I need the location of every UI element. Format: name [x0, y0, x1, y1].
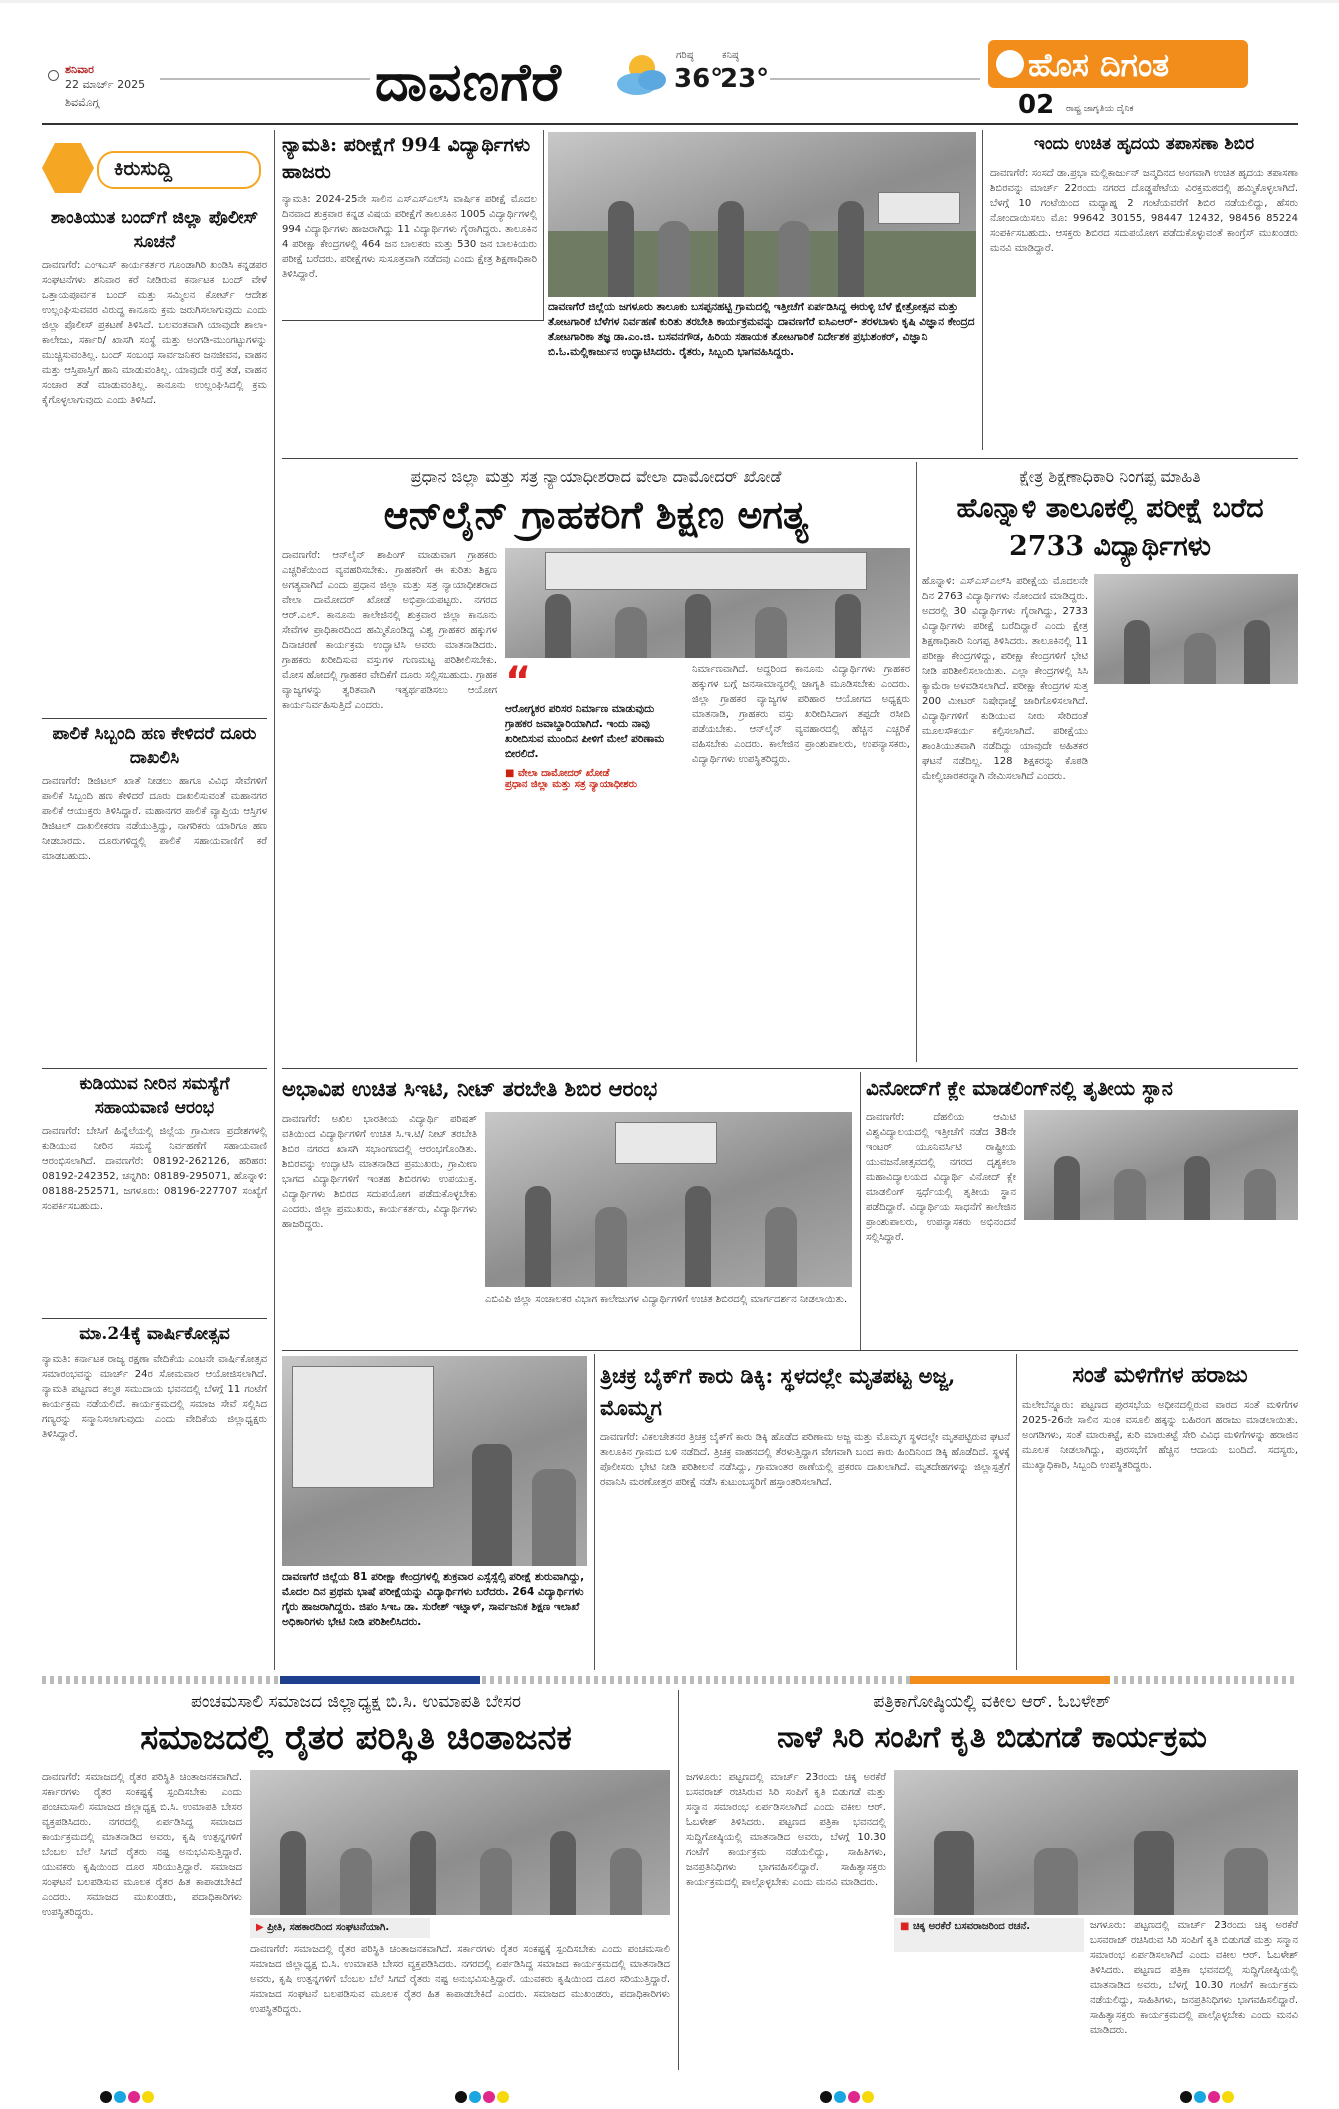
brand-name: ಹೊಸ ದಿಗಂತ — [1028, 46, 1170, 84]
quote-text: ಆರೋಗ್ಯಕರ ಪರಿಸರ ನಿರ್ಮಾಣ ಮಾಡುವುದು ಗ್ರಾಹಕರ ಜವಾಬ್ದಾರಿಯಾಗಿದೆ. ಇಂದು ನಾವು ಖರೀದಿಸುವ ಮುಂದಿನ ಪೀಳಿಗೆ ಮೇಲೆ ಪರಿಣಾಮ ಬೀರಲಿದೆ. — [505, 703, 665, 760]
photo-student — [532, 1469, 576, 1566]
photo-label-text: ಪ್ರೀತಿ, ಸಹಕಾರದಿಂದ ಸಂಘಟನೆಯಾಗಿ. — [267, 1922, 390, 1933]
left-body-1: ದಾವಣಗೆರೆ: ಎಂಇಎಸ್ ಕಾರ್ಯಕರ್ತರ ಗೂಂಡಾಗಿರಿ ಖಂಡಿಸಿ ಕನ್ನಡಪರ ಸಂಘಟನೆಗಳು ಶನಿವಾರ ಕರೆ ನೀಡಿರುವ ಕರ್ನಾಟಕ ಬಂದ್ ವೇಳೆ ಒತ್ತಾಯಪೂರ್ವಕ ಬಂದ್ ಮತ್ತು ಸಮ್ಮಿಲನ ಕೋರ್ಟ್ ಆದೇಶ ಉಲ್ಲಂಘಿಸುವವರ ವಿರುದ್ಧ ಕಾನೂನು ಕ್ರಮ ಜರುಗಿಸಲಾಗುವುದು ಎಂದು ಜಿಲ್ಲಾ ಪೊಲೀಸ್ ಪ್ರಕಟಣೆ ತಿಳಿಸಿದೆ. ಬಲವಂತವಾಗಿ ಯಾವುದೇ ಶಾಲಾ-ಕಾಲೇಜು, ಸರ್ಕಾರಿ/ ಖಾಸಗಿ ಸಂಸ್ಥೆ ಮತ್ತು ಅಂಗಡಿ-ಮುಂಗಟ್ಟುಗಳನ್ನು ಮುಚ್ಚಿಸುವಂತಿಲ್ಲ. ಬಂದ್ ಸಂಬಂಧ ಸಾರ್ವಜನಿಕರ ಜನಜೀವನ, ವಾಹನ ಮತ್ತು ಆಸ್ತಿಪಾಸ್ತಿಗೆ ಹಾನಿ ಮಾಡುವಂತಿಲ್ಲ. ಯಾವುದೇ ರಸ್ತೆ ತಡೆ, ವಾಹನ ಸಂಚಾರ ತಡೆ ಮಾಡುವಂತಿಲ್ಲ. ಕಾನೂನು ಉಲ್ಲಂಘಿಸಿದಲ್ಲಿ ಕ್ರಮ ಕೈಗೊಳ್ಳಲಾಗುವುದು ಎಂದು ತಿಳಿಸಿದೆ. — [42, 260, 267, 406]
field-visit-photo — [548, 132, 976, 297]
dot-icon — [1208, 2091, 1220, 2103]
section-color-accent — [280, 1676, 480, 1684]
dot-icon — [862, 2091, 874, 2103]
date-block — [65, 62, 165, 92]
accident-headline: ತ್ರಿಚಕ್ರ ಬೈಕ್‌ಗೆ ಕಾರು ಡಿಕ್ಕಿ: ಸ್ಥಳದಲ್ಲೇ ಮೃತಪಟ್ಟ ಅಜ್ಜ, ಮೊಮ್ಮಗ — [600, 1363, 956, 1420]
auction-body: ಮಲೇಬೆನ್ನೂರು: ಪಟ್ಟಣದ ಪುರಸಭೆಯ ಅಧೀನದಲ್ಲಿರುವ ವಾರದ ಸಂತೆ ಮಳಿಗೆಗಳ 2025-26ನೇ ಸಾಲಿನ ಸುಂಕ ವಸೂಲಿ ಹಕ್ಕನ್ನು ಬಹಿರಂಗ ಹರಾಜು ಮಾಡಲಾಯಿತು. ಅಂಗಡಿಗಳು, ಸಂತೆ ಮಾರುಕಟ್ಟೆ, ಕುರಿ ಮಾರುಕಟ್ಟೆ ಸೇರಿ ವಿವಿಧ ಮಳಿಗೆಗಳನ್ನು ಹರಾಜಿನ ಮೂಲಕ ನೀಡಲಾಗಿದ್ದು, ಪುರಸಭೆಗೆ ಹೆಚ್ಚಿನ ಆದಾಯ ಬಂದಿದೆ. ಸದಸ್ಯರು, ಮುಖ್ಯಾಧಿಕಾರಿ, ಸಿಬ್ಬಂದಿ ಉಪಸ್ಥಿತರಿದ್ದರು. — [1022, 1400, 1298, 1471]
exam-rule — [594, 1354, 595, 1670]
max-temp-label: ಗರಿಷ್ಠ — [676, 50, 694, 61]
lead-kicker: ಪ್ರಧಾನ ಜಿಲ್ಲಾ ಮತ್ತು ಸತ್ರ ನ್ಯಾಯಾಧೀಶರಾದ ವೇಲಾ ದಾಮೋದರ್ ಖೋಡೆ — [410, 467, 782, 486]
quote-mark-icon: “ — [505, 659, 532, 705]
bottomright-body-2: ಜಗಳೂರು: ಪಟ್ಟಣದಲ್ಲಿ ಮಾರ್ಚ್ 23ರಂದು ಚಿಕ್ಕ ಅರಕೆರೆ ಬಸವರಾಜ್ ರಚಿಸಿರುವ ಸಿರಿ ಸಂಪಿಗೆ ಕೃತಿ ಬಿಡುಗಡೆ ಮತ್ತು ಸನ್ಮಾನ ಸಮಾರಂಭ ಏರ್ಪಡಿಸಲಾಗಿದೆ ಎಂದು ವಕೀಲ ಆರ್. ಓಬಳೇಶ್ ತಿಳಿಸಿದರು. ಪಟ್ಟಣದ ಪತ್ರಿಕಾ ಭವನದಲ್ಲಿ ಸುದ್ದಿಗೋಷ್ಠಿಯಲ್ಲಿ ಮಾತನಾಡಿದ ಅವರು, ಬೆಳಗ್ಗೆ 10.30 ಗಂಟೆಗೆ ಕಾರ್ಯಕ್ರಮ ನಡೆಯಲಿದ್ದು, ಸಾಹಿತಿಗಳು, ಜನಪ್ರತಿನಿಧಿಗಳು ಭಾಗವಹಿಸಲಿದ್ದಾರೆ. ಸಾಹಿತ್ಯಾಸಕ್ತರು ಕಾರ್ಯಕ್ರಮದಲ್ಲಿ ಪಾಲ್ಗೊಳ್ಳಬೇಕು ಎಂದು ಮನವಿ ಮಾಡಿದರು. — [1090, 1920, 1298, 2036]
story2-rule — [982, 130, 983, 450]
bottomright-headline: ನಾಳೆ ಸಿರಿ ಸಂಪಿಗೆ ಕೃತಿ ಬಿಡುಗಡೆ ಕಾರ್ಯಕ್ರಮ — [777, 1720, 1207, 1755]
dot-icon — [1180, 2091, 1192, 2103]
section-color-accent — [910, 1676, 1110, 1684]
photo-person — [1114, 1169, 1146, 1220]
story1-headline: ನ್ಯಾಮತಿ: ಪರೀಕ್ಷೆಗೆ 994 ವಿದ್ಯಾರ್ಥಿಗಳು ಹಾಜರು — [282, 134, 531, 183]
midleft-body: ದಾವಣಗೆರೆ: ಅಖಿಲ ಭಾರತೀಯ ವಿದ್ಯಾರ್ಥಿ ಪರಿಷತ್ ವತಿಯಿಂದ ವಿದ್ಯಾರ್ಥಿಗಳಿಗೆ ಉಚಿತ ಸಿ.ಇ.ಟಿ/ ನೀಟ್ ತರಬೇತಿ ಶಿಬಿರ ನಗರದ ಖಾಸಗಿ ಸಭಾಂಗಣದಲ್ಲಿ ಆರಂಭಗೊಂಡಿತು. ಶಿಬಿರವನ್ನು ಉದ್ಘಾಟಿಸಿ ಮಾತನಾಡಿದ ಪ್ರಮುಖರು, ಗ್ರಾಮೀಣ ಭಾಗದ ವಿದ್ಯಾರ್ಥಿಗಳಿಗೆ ಇಂತಹ ಶಿಬಿರಗಳು ಉಪಯುಕ್ತ. ವಿದ್ಯಾರ್ಥಿಗಳು ಶಿಬಿರದ ಸದುಪಯೋಗ ಪಡೆದುಕೊಳ್ಳಬೇಕು ಎಂದರು. ಜಿಲ್ಲಾ ಪ್ರಮುಖರು, ಕಾರ್ಯಕರ್ತರು, ವಿದ್ಯಾರ್ಥಿಗಳು ಹಾಜರಿದ್ದರು. — [282, 1114, 477, 1230]
photo-student — [1124, 620, 1150, 684]
section-divider-1 — [282, 320, 544, 321]
exam-caption: ದಾವಣಗೆರೆ ಜಿಲ್ಲೆಯ 81 ಪರೀಕ್ಷಾ ಕೇಂದ್ರಗಳಲ್ಲಿ ಶುಕ್ರವಾರ ಎಸ್ಸೆಸ್ಸೆಲ್ಸಿ ಪರೀಕ್ಷೆ ಶುರುವಾಗಿದ್ದು, ಮೊದಲ ದಿನ ಪ್ರಥಮ ಭಾಷೆ ಪರೀಕ್ಷೆಯನ್ನು ವಿದ್ಯಾರ್ಥಿಗಳು ಬರೆದರು. 264 ವಿದ್ಯಾರ್ಥಿಗಳು ಗೈರು ಹಾಜರಾಗಿದ್ದರು. ಜಿಪಂ ಸಿಇಒ ಡಾ. ಸುರೇಶ್ ಇಟ್ನಾಳ್, ಸಾರ್ವಜನಿಕ ಶಿಕ್ಷಣ ಇಲಾಖೆ ಅಧಿಕಾರಿಗಳು ಭೇಟಿ ನೀಡಿ ಪರಿಶೀಲಿಸಿದರು. — [282, 1571, 585, 1628]
photo-person — [835, 594, 861, 658]
weather-widget — [612, 48, 770, 108]
print-color-dots — [455, 2088, 511, 2107]
left-headline-2: ಪಾಲಿಕೆ ಸಿಬ್ಬಂದಿ ಹಣ ಕೇಳಿದರೆ ದೂರು ದಾಖಲಿಸಿ — [52, 724, 257, 768]
photo-person — [615, 607, 647, 658]
quote-role: ಪ್ರಧಾನ ಜಿಲ್ಲಾ ಮತ್ತು ಸತ್ರ ನ್ಯಾಯಾಧೀಶರು — [505, 779, 638, 790]
kirusuddi-label: ಕಿರುಸುದ್ದಿ — [114, 156, 173, 180]
photo-backdrop — [545, 552, 867, 590]
bottomleft-body-2: ದಾವಣಗೆರೆ: ಸಮಾಜದಲ್ಲಿ ರೈತರ ಪರಿಸ್ಥಿತಿ ಚಿಂತಾಜನಕವಾಗಿದೆ. ಸರ್ಕಾರಗಳು ರೈತರ ಸಂಕಷ್ಟಕ್ಕೆ ಸ್ಪಂದಿಸಬೇಕು ಎಂದು ಪಂಚಮಸಾಲಿ ಸಮಾಜದ ಜಿಲ್ಲಾಧ್ಯಕ್ಷ ಬಿ.ಸಿ. ಉಮಾಪತಿ ಬೇಸರ ವ್ಯಕ್ತಪಡಿಸಿದರು. ನಗರದಲ್ಲಿ ಏರ್ಪಡಿಸಿದ್ದ ಸಮಾಜದ ಕಾರ್ಯಕ್ರಮದಲ್ಲಿ ಮಾತನಾಡಿದ ಅವರು, ಕೃಷಿ ಉತ್ಪನ್ನಗಳಿಗೆ ಬೆಂಬಲ ಬೆಲೆ ಸಿಗದೆ ರೈತರು ನಷ್ಟ ಅನುಭವಿಸುತ್ತಿದ್ದಾರೆ. ಯುವಕರು ಕೃಷಿಯಿಂದ ದೂರ ಸರಿಯುತ್ತಿದ್ದಾರೆ. ಸಮಾಜದ ಸಂಘಟನೆ ಬಲಪಡಿಸುವ ಮೂಲಕ ರೈತರ ಹಿತ ಕಾಪಾಡಬೇಕಿದೆ ಎಂದರು. ಸಮಾಜದ ಮುಖಂಡರು, ಪದಾಧಿಕಾರಿಗಳು ಉಪಸ್ಥಿತರಿದ್ದರು. — [250, 1944, 670, 2015]
left-body-3: ದಾವಣಗೆರೆ: ಬೇಸಿಗೆ ಹಿನ್ನೆಲೆಯಲ್ಲಿ ಜಿಲ್ಲೆಯ ಗ್ರಾಮೀಣ ಪ್ರದೇಶಗಳಲ್ಲಿ ಕುಡಿಯುವ ನೀರಿನ ಸಮಸ್ಯೆ ನಿರ್ವಹಣೆಗೆ ಸಹಾಯವಾಣಿ ಆರಂಭಿಸಲಾಗಿದೆ. ದಾವಣಗೆರೆ: 08192-262126, ಹರಿಹರ: 08192-242352, ಚನ್ನಗಿರಿ: 08189-295071, ಹೊನ್ನಾಳಿ: 08188-252571, ಜಗಳೂರು: 08196-227707 ಸಂಖ್ಯೆಗೆ ಸಂಪರ್ಕಿಸಬಹುದು. — [42, 1126, 267, 1212]
story1-rule — [543, 130, 544, 320]
weekday: ಶನಿವಾರ — [65, 63, 94, 76]
lead-event-photo — [505, 548, 910, 658]
page-number: 02 — [1018, 90, 1055, 120]
accident-body: ದಾವಣಗೆರೆ: ವಿಕಲಚೇತನರ ತ್ರಿಚಕ್ರ ಬೈಕ್‌ಗೆ ಕಾರು ಡಿಕ್ಕಿ ಹೊಡೆದ ಪರಿಣಾಮ ಅಜ್ಜ ಮತ್ತು ಮೊಮ್ಮಗ ಸ್ಥಳದಲ್ಲೇ ಮೃತಪಟ್ಟಿರುವ ಘಟನೆ ತಾಲೂಕಿನ ಗ್ರಾಮದ ಬಳಿ ನಡೆದಿದೆ. ತ್ರಿಚಕ್ರ ವಾಹನದಲ್ಲಿ ತೆರಳುತ್ತಿದ್ದಾಗ ವೇಗವಾಗಿ ಬಂದ ಕಾರು ಹಿಂದಿನಿಂದ ಡಿಕ್ಕಿ ಹೊಡೆದಿದೆ. ಸ್ಥಳಕ್ಕೆ ಪೊಲೀಸರು ಭೇಟಿ ನೀಡಿ ಪರಿಶೀಲನೆ ನಡೆಸಿದ್ದು, ಗ್ರಾಮಾಂತರ ಠಾಣೆಯಲ್ಲಿ ಪ್ರಕರಣ ದಾಖಲಾಗಿದೆ. ಮೃತದೇಹಗಳನ್ನು ಜಿಲ್ಲಾಸ್ಪತ್ರೆಗೆ ರವಾನಿಸಿ ಮರಣೋತ್ತರ ಪರೀಕ್ಷೆ ನಡೆಸಿ ಕುಟುಂಬಸ್ಥರಿಗೆ ಹಸ್ತಾಂತರಿಸಲಾಗಿದೆ. — [600, 1432, 1010, 1488]
dot-icon — [114, 2091, 126, 2103]
min-temp: 23° — [720, 64, 770, 94]
photo-person — [525, 1186, 551, 1288]
right-body: ಹೊನ್ನಾಳಿ: ಎಸ್‌ಎಸ್‌ಎಲ್‌ಸಿ ಪರೀಕ್ಷೆಯ ಮೊದಲನೇ ದಿನ 2763 ವಿದ್ಯಾರ್ಥಿಗಳು ನೋಂದಣಿ ಮಾಡಿದ್ದರು. ಅದರಲ್ಲಿ 30 ವಿದ್ಯಾರ್ಥಿಗಳು ಗೈರಾಗಿದ್ದು, 2733 ವಿದ್ಯಾರ್ಥಿಗಳು ಪರೀಕ್ಷೆ ಬರೆದಿದ್ದಾರೆ ಎಂದು ಕ್ಷೇತ್ರ ಶಿಕ್ಷಣಾಧಿಕಾರಿ ನಿಂಗಪ್ಪ ತಿಳಿಸಿದರು. ತಾಲೂಕಿನಲ್ಲಿ 11 ಪರೀಕ್ಷಾ ಕೇಂದ್ರಗಳಿದ್ದು, ಪರೀಕ್ಷಾ ಕೇಂದ್ರಗಳಿಗೆ ಭೇಟಿ ನೀಡಿ ಪರಿಶೀಲಿಸಲಾಯಿತು. ಎಲ್ಲಾ ಕೇಂದ್ರಗಳಲ್ಲಿ ಸಿಸಿ ಕ್ಯಾಮೆರಾ ಅಳವಡಿಸಲಾಗಿದೆ. ಪರೀಕ್ಷಾ ಕೇಂದ್ರಗಳ ಸುತ್ತ 200 ಮೀಟರ್ ನಿಷೇಧಾಜ್ಞೆ ಜಾರಿಗೊಳಿಸಲಾಗಿದೆ. ವಿದ್ಯಾರ್ಥಿಗಳಿಗೆ ಕುಡಿಯುವ ನೀರು ಸೇರಿದಂತೆ ಮೂಲಸೌಕರ್ಯ ಕಲ್ಪಿಸಲಾಗಿದೆ. ಪರೀಕ್ಷೆಯು ಶಾಂತಿಯುತವಾಗಿ ನಡೆದಿದ್ದು ಯಾವುದೇ ಅಹಿತಕರ ಘಟನೆ ನಡೆದಿಲ್ಲ. 128 ಶಿಕ್ಷಕರನ್ನು ಕೊಠಡಿ ಮೇಲ್ವಿಚಾರಕರನ್ನಾಗಿ ನೇಮಿಸಲಾಗಿದೆ ಎಂದರು. — [922, 576, 1088, 782]
bottomright-kicker: ಪತ್ರಿಕಾಗೋಷ್ಠಿಯಲ್ಲಿ ವಕೀಲ ಆರ್. ಓಬಳೇಶ್ — [873, 1692, 1111, 1712]
left-column-rule — [274, 130, 275, 1670]
brand-block — [988, 40, 1248, 122]
dot-icon — [469, 2091, 481, 2103]
photo-person — [608, 201, 634, 297]
masthead-rule — [160, 78, 370, 80]
photo-person — [595, 1207, 627, 1288]
photo-person — [1134, 1831, 1174, 1915]
story3-body: ದಾವಣಗೆರೆ: ಸಂಸದೆ ಡಾ.ಪ್ರಭಾ ಮಲ್ಲಿಕಾರ್ಜುನ್ ಜನ್ಮದಿನದ ಅಂಗವಾಗಿ ಉಚಿತ ಹೃದಯ ತಪಾಸಣಾ ಶಿಬಿರವನ್ನು ಮಾರ್ಚ್ 22ರಂದು ನಗರದ ದೊಡ್ಡಪೇಟೆಯ ವಿರಕ್ತಮಠದಲ್ಲಿ ಹಮ್ಮಿಕೊಳ್ಳಲಾಗಿದೆ. ಬೆಳಗ್ಗೆ 10 ಗಂಟೆಯಿಂದ ಮಧ್ಯಾಹ್ನ 2 ಗಂಟೆಯವರೆಗೆ ಶಿಬಿರ ನಡೆಯಲಿದ್ದು, ಹೆಸರು ನೋಂದಾಯಿಸಲು ಮೊ: 99642 30155, 98447 12432, 98456 85224 ಸಂಪರ್ಕಿಸಬಹುದು. ಆಸಕ್ತರು ಶಿಬಿರದ ಸದುಪಯೋಗ ಪಡೆದುಕೊಳ್ಳುವಂತೆ ಕಾಂಗ್ರೆಸ್ ಮುಖಂಡರು ಮನವಿ ಮಾಡಿದ್ದಾರೆ. — [990, 168, 1298, 254]
photo-person — [410, 1831, 436, 1915]
lead-body-1: ದಾವಣಗೆರೆ: ಆನ್‌ಲೈನ್ ಶಾಪಿಂಗ್ ಮಾಡುವಾಗ ಗ್ರಾಹಕರು ಎಚ್ಚರಿಕೆಯಿಂದ ವ್ಯವಹರಿಸಬೇಕು. ಗ್ರಾಹಕರಿಗೆ ಈ ಕುರಿತು ಶಿಕ್ಷಣ ಅಗತ್ಯವಾಗಿದೆ ಎಂದು ಪ್ರಧಾನ ಜಿಲ್ಲಾ ಮತ್ತು ಸತ್ರ ನ್ಯಾಯಾಧೀಶರಾದ ವೇಲಾ ದಾಮೋದರ್ ಖೋಡೆ ಅಭಿಪ್ರಾಯಪಟ್ಟರು. ನಗರದ ಆರ್.ಎಲ್. ಕಾನೂನು ಕಾಲೇಜಿನಲ್ಲಿ ಶುಕ್ರವಾರ ಜಿಲ್ಲಾ ಕಾನೂನು ಸೇವೆಗಳ ಪ್ರಾಧಿಕಾರದಿಂದ ಹಮ್ಮಿಕೊಂಡಿದ್ದ ವಿಶ್ವ ಗ್ರಾಹಕರ ಹಕ್ಕುಗಳ ದಿನಾಚರಣೆ ಕಾರ್ಯಕ್ರಮ ಉದ್ಘಾಟಿಸಿ ಅವರು ಮಾತನಾಡಿದರು. ಗ್ರಾಹಕರು ಖರೀದಿಸುವ ವಸ್ತುಗಳ ಗುಣಮಟ್ಟ ಪರಿಶೀಲಿಸಬೇಕು. ಮೋಸ ಹೋದಲ್ಲಿ ಗ್ರಾಹಕರ ವೇದಿಕೆಗೆ ದೂರು ಸಲ್ಲಿಸಬಹುದು. ಗ್ರಾಹಕ ವ್ಯಾಜ್ಯಗಳನ್ನು ತ್ವರಿತವಾಗಿ ಇತ್ಯರ್ಥಪಡಿಸಲು ಆಯೋಗ ಕಾರ್ಯನಿರ್ವಹಿಸುತ್ತಿದೆ ಎಂದರು. — [282, 550, 497, 711]
midleft-caption: ಎಬಿವಿಪಿ ಜಿಲ್ಲಾ ಸಂಚಾಲಕರ ವಿಭಾಗ ಕಾಲೇಜುಗಳ ವಿದ್ಯಾರ್ಥಿಗಳಿಗೆ ಉಚಿತ ಶಿಬಿರದಲ್ಲಿ ಮಾರ್ಗದರ್ಶನ ನೀಡಲಾಯಿತು. — [485, 1294, 848, 1305]
photo-person — [685, 1186, 711, 1288]
bottomleft-body: ದಾವಣಗೆರೆ: ಸಮಾಜದಲ್ಲಿ ರೈತರ ಪರಿಸ್ಥಿತಿ ಚಿಂತಾಜನಕವಾಗಿದೆ. ಸರ್ಕಾರಗಳು ರೈತರ ಸಂಕಷ್ಟಕ್ಕೆ ಸ್ಪಂದಿಸಬೇಕು ಎಂದು ಪಂಚಮಸಾಲಿ ಸಮಾಜದ ಜಿಲ್ಲಾಧ್ಯಕ್ಷ ಬಿ.ಸಿ. ಉಮಾಪತಿ ಬೇಸರ ವ್ಯಕ್ತಪಡಿಸಿದರು. ನಗರದಲ್ಲಿ ಏರ್ಪಡಿಸಿದ್ದ ಸಮಾಜದ ಕಾರ್ಯಕ್ರಮದಲ್ಲಿ ಮಾತನಾಡಿದ ಅವರು, ಕೃಷಿ ಉತ್ಪನ್ನಗಳಿಗೆ ಬೆಂಬಲ ಬೆಲೆ ಸಿಗದೆ ರೈತರು ನಷ್ಟ ಅನುಭವಿಸುತ್ತಿದ್ದಾರೆ. ಯುವಕರು ಕೃಷಿಯಿಂದ ದೂರ ಸರಿಯುತ್ತಿದ್ದಾರೆ. ಸಮಾಜದ ಸಂಘಟನೆ ಬಲಪಡಿಸುವ ಮೂಲಕ ರೈತರ ಹಿತ ಕಾಪಾಡಬೇಕಿದೆ ಎಂದರು. ಸಮಾಜದ ಮುಖಂಡರು, ಪದಾಧಿಕಾರಿಗಳು ಉಪಸ್ಥಿತರಿದ್ದರು. — [42, 1772, 242, 1918]
photo-notice-board — [292, 1366, 434, 1488]
right-kicker: ಕ್ಷೇತ್ರ ಶಿಕ್ಷಣಾಧಿಕಾರಿ ನಿಂಗಪ್ಪ ಮಾಹಿತಿ — [1019, 467, 1201, 486]
dot-icon — [483, 2091, 495, 2103]
print-color-dots — [100, 2088, 156, 2107]
photo-person — [545, 594, 571, 658]
story3-headline: ಇಂದು ಉಚಿತ ಹೃದಯ ತಪಾಸಣಾ ಶಿಬಿರ — [1033, 134, 1255, 154]
registration-mark-icon — [48, 70, 59, 81]
bottom-center-rule — [678, 1690, 679, 2070]
photo-person — [550, 1831, 576, 1915]
bottomright-body: ಜಗಳೂರು: ಪಟ್ಟಣದಲ್ಲಿ ಮಾರ್ಚ್ 23ರಂದು ಚಿಕ್ಕ ಅರಕೆರೆ ಬಸವರಾಜ್ ರಚಿಸಿರುವ ಸಿರಿ ಸಂಪಿಗೆ ಕೃತಿ ಬಿಡುಗಡೆ ಮತ್ತು ಸನ್ಮಾನ ಸಮಾರಂಭ ಏರ್ಪಡಿಸಲಾಗಿದೆ ಎಂದು ವಕೀಲ ಆರ್. ಓಬಳೇಶ್ ತಿಳಿಸಿದರು. ಪಟ್ಟಣದ ಪತ್ರಿಕಾ ಭವನದಲ್ಲಿ ಸುದ್ದಿಗೋಷ್ಠಿಯಲ್ಲಿ ಮಾತನಾಡಿದ ಅವರು, ಬೆಳಗ್ಗೆ 10.30 ಗಂಟೆಗೆ ಕಾರ್ಯಕ್ರಮ ನಡೆಯಲಿದ್ದು, ಸಾಹಿತಿಗಳು, ಜನಪ್ರತಿನಿಧಿಗಳು ಭಾಗವಹಿಸಲಿದ್ದಾರೆ. ಸಾಹಿತ್ಯಾಸಕ್ತರು ಕಾರ್ಯಕ್ರಮದಲ್ಲಿ ಪಾಲ್ಗೊಳ್ಳಬೇಕು ಎಂದು ಮನವಿ ಮಾಡಿದರು. — [686, 1772, 886, 1888]
exam-hall-photo — [1094, 574, 1298, 684]
accident-rule — [1016, 1354, 1017, 1670]
photo-person — [610, 1848, 642, 1915]
left-body-4: ನ್ಯಾಮತಿ: ಕರ್ನಾಟಕ ರಾಜ್ಯ ರಕ್ಷಣಾ ವೇದಿಕೆಯ ಎಂಟನೇ ವಾರ್ಷಿಕೋತ್ಸವ ಸಮಾರಂಭವನ್ನು ಮಾರ್ಚ್ 24ರ ಸೋಮವಾರ ಆಯೋಜಿಸಲಾಗಿದೆ. ನ್ಯಾಮತಿ ಪಟ್ಟಣದ ಕಲ್ಮಠ ಸಮುದಾಯ ಭವನದಲ್ಲಿ ಬೆಳಗ್ಗೆ 11 ಗಂಟೆಗೆ ಕಾರ್ಯಕ್ರಮ ನಡೆಯಲಿದೆ. ಕಾರ್ಯಕ್ರಮದಲ್ಲಿ ಸಮಾಜ ಸೇವೆ ಸಲ್ಲಿಸಿದ ಗಣ್ಯರನ್ನು ಸನ್ಮಾನಿಸಲಾಗುವುದು ಎಂದು ವೇದಿಕೆಯ ಜಿಲ್ಲಾಧ್ಯಕ್ಷರು ತಿಳಿಸಿದ್ದಾರೆ. — [42, 1354, 267, 1440]
right-headline: ಹೊನ್ನಾಳಿ ತಾಲೂಕಲ್ಲಿ ಪರೀಕ್ಷೆ ಬರೆದ 2733 ವಿದ್ಯಾರ್ಥಿಗಳು — [956, 493, 1264, 562]
dot-icon — [820, 2091, 832, 2103]
photo-person — [765, 1207, 797, 1288]
brand-tagline: ರಾಷ್ಟ್ರ ಜಾಗೃತಿಯ ದೈನಿಕ — [1066, 104, 1134, 114]
photo-banner — [878, 192, 960, 224]
bottomleft-headline: ಸಮಾಜದಲ್ಲಿ ರೈತರ ಪರಿಸ್ಥಿತಿ ಚಿಂತಾಜನಕ — [140, 1718, 572, 1758]
dot-icon — [848, 2091, 860, 2103]
dot-icon — [834, 2091, 846, 2103]
book-release-photo — [894, 1770, 1298, 1915]
city-title: ದಾವಣಗೆರೆ — [375, 52, 563, 113]
dot-icon — [497, 2091, 509, 2103]
quote-by: ವೇಲಾ ದಾಮೋದರ್ ಖೋಡೆ — [517, 768, 610, 779]
dot-icon — [1222, 2091, 1234, 2103]
masthead-rule-right — [770, 78, 980, 80]
photo-person — [778, 221, 810, 297]
midleft-rule — [860, 1072, 861, 1350]
masthead-divider — [42, 123, 1298, 125]
label-marker-icon: ▶ — [256, 1922, 268, 1933]
hand-icon — [42, 143, 94, 193]
date: 22 ಮಾರ್ಚ್ 2025 — [65, 78, 146, 91]
dot-icon — [455, 2091, 467, 2103]
photo-person — [1184, 1156, 1210, 1220]
quote-box: “ ಆರೋಗ್ಯಕರ ಪರಿಸರ ನಿರ್ಮಾಣ ಮಾಡುವುದು ಗ್ರಾಹಕರ ಜವಾಬ್ದಾರಿಯಾಗಿದೆ. ಇಂದು ನಾವು ಖರೀದಿಸುವ ಮುಂದಿನ ಪೀಳಿಗೆ ಮೇಲೆ ಪರಿಣಾಮ ಬೀರಲಿದೆ. ■ ವೇಲಾ ದಾಮೋದರ್ ಖೋಡೆ ಪ್ರಧಾನ ಜಿಲ್ಲಾ ಮತ್ತು ಸತ್ರ ನ್ಯಾಯಾಧೀಶರು — [505, 662, 685, 912]
left-divider-1 — [42, 718, 267, 719]
photo-student — [1184, 633, 1216, 684]
midright-body: ದಾವಣಗೆರೆ: ದೆಹಲಿಯ ಆಮಿಟಿ ವಿಶ್ವವಿದ್ಯಾಲಯದಲ್ಲಿ ಇತ್ತೀಚೆಗೆ ನಡೆದ 38ನೇ ಇಂಟರ್ ಯೂನಿವರ್ಸಿಟಿ ರಾಷ್ಟ್ರೀಯ ಯುವಜನೋತ್ಸವದಲ್ಲಿ ನಗರದ ದೃಶ್ಯಕಲಾ ಮಹಾವಿದ್ಯಾಲಯದ ವಿದ್ಯಾರ್ಥಿ ವಿನೋದ್ ಕ್ಲೇ ಮಾಡಲಿಂಗ್ ಸ್ಪರ್ಧೆಯಲ್ಲಿ ತೃತೀಯ ಸ್ಥಾನ ಪಡೆದಿದ್ದಾರೆ. ವಿದ್ಯಾರ್ಥಿಯ ಸಾಧನೆಗೆ ಕಾಲೇಜಿನ ಪ್ರಾಂಶುಪಾಲರು, ಉಪನ್ಯಾಸಕರು ಅಭಿನಂದನೆ ಸಲ್ಲಿಸಿದ್ದಾರೆ. — [866, 1112, 1016, 1243]
photo-person — [1054, 1156, 1080, 1220]
left-body-2: ದಾವಣಗೆರೆ: ಡಿಜಿಟಲ್ ಖಾತೆ ನೀಡಲು ಹಾಗೂ ವಿವಿಧ ಸೇವೆಗಳಿಗೆ ಪಾಲಿಕೆ ಸಿಬ್ಬಂದಿ ಹಣ ಕೇಳಿದರೆ ದೂರು ದಾಖಲಿಸುವಂತೆ ಮಹಾನಗರ ಪಾಲಿಕೆ ಆಯುಕ್ತರು ತಿಳಿಸಿದ್ದಾರೆ. ಮಹಾನಗರ ಪಾಲಿಕೆ ವ್ಯಾಪ್ತಿಯ ಆಸ್ತಿಗಳ ಡಿಜಿಟಲ್ ದಾಖಲೀಕರಣ ನಡೆಯುತ್ತಿದ್ದು, ನಾಗರಿಕರು ಯಾರಿಗೂ ಹಣ ನೀಡಬಾರದು. ದೂರುಗಳಿದ್ದಲ್ಲಿ ಪಾಲಿಕೆ ಸಹಾಯವಾಣಿಗೆ ಕರೆ ಮಾಡಬಹುದು. — [42, 776, 267, 862]
photo-person — [685, 594, 711, 658]
dot-icon — [100, 2091, 112, 2103]
left-divider-3 — [42, 1318, 267, 1319]
auction-headline: ಸಂತೆ ಮಳಿಗೆಗಳ ಹರಾಜು — [1072, 1362, 1248, 1388]
section-divider-4 — [282, 1350, 1298, 1351]
lead-body-2: ನಿರ್ಮಾಣವಾಗಿದೆ. ಅದ್ದರಿಂದ ಕಾನೂನು ವಿದ್ಯಾರ್ಥಿಗಳು ಗ್ರಾಹಕರ ಹಕ್ಕುಗಳ ಬಗ್ಗೆ ಜನಸಾಮಾನ್ಯರಲ್ಲಿ ಜಾಗೃತಿ ಮೂಡಿಸಬೇಕು ಎಂದರು. ಜಿಲ್ಲಾ ಗ್ರಾಹಕರ ವ್ಯಾಜ್ಯಗಳ ಪರಿಹಾರ ಆಯೋಗದ ಅಧ್ಯಕ್ಷರು ಮಾತನಾಡಿ, ಗ್ರಾಹಕರು ವಸ್ತು ಖರೀದಿಸಿದಾಗ ತಪ್ಪದೇ ರಸೀದಿ ಪಡೆಯಬೇಕು. ಆನ್‌ಲೈನ್ ವ್ಯವಹಾರದಲ್ಲಿ ಹೆಚ್ಚಿನ ಎಚ್ಚರಿಕೆ ವಹಿಸಬೇಕು ಎಂದರು. ಕಾಲೇಜಿನ ಪ್ರಾಂಶುಪಾಲರು, ಉಪನ್ಯಾಸಕರು, ವಿದ್ಯಾರ್ಥಿಗಳು ಉಪಸ್ಥಿತರಿದ್ದರು. — [692, 664, 910, 765]
print-color-dots — [1180, 2088, 1236, 2107]
bottomleft-photo-label — [250, 1918, 430, 1938]
camp-photo — [485, 1112, 852, 1287]
bottomleft-kicker: ಪಂಚಮಸಾಲಿ ಸಮಾಜದ ಜಿಲ್ಲಾಧ್ಯಕ್ಷ ಬಿ.ಸಿ. ಉಮಾಪತಿ ಬೇಸರ — [191, 1692, 521, 1712]
midleft-headline: ಅಭಾವಿಪ ಉಚಿತ ಸಿಇಟಿ, ನೀಟ್ ತರಬೇತಿ ಶಿಬಿರ ಆರಂಭ — [282, 1076, 658, 1101]
section-divider-2 — [282, 458, 1298, 459]
photo-label-text: ಚಿಕ್ಕ ಅರಕೆರೆ ಬಸವರಾಜರಿಂದ ರಚನೆ. — [912, 1921, 1031, 1932]
left-headline-3: ಕುಡಿಯುವ ನೀರಿನ ಸಮಸ್ಯೆಗೆ ಸಹಾಯವಾಣಿ ಆರಂಭ — [79, 1074, 230, 1118]
photo-person — [280, 1831, 306, 1915]
lead-headline: ಆನ್‌ಲೈನ್ ಗ್ರಾಹಕರಿಗೆ ಶಿಕ್ಷಣ ಅಗತ್ಯ — [383, 492, 809, 537]
lead-rule — [916, 462, 917, 1062]
photo-person — [1224, 1848, 1268, 1915]
story2-caption: ದಾವಣಗೆರೆ ಜಿಲ್ಲೆಯ ಜಗಳೂರು ತಾಲೂಕು ಬಸಪ್ಪನಹಟ್ಟಿ ಗ್ರಾಮದಲ್ಲಿ ಇತ್ತೀಚೆಗೆ ಏರ್ಪಡಿಸಿದ್ದ ಈರುಳ್ಳಿ ಬೆಳೆ ಕ್ಷೇತ್ರೋತ್ಸವ ಮತ್ತು ತೋಟಗಾರಿಕೆ ಬೆಳೆಗಳ ನಿರ್ವಹಣೆ ಕುರಿತು ತರಬೇತಿ ಕಾರ್ಯಕ್ರಮವನ್ನು ದಾವಣಗೆರೆ ಐಸಿಎಆರ್- ತರಳಬಾಳು ಕೃಷಿ ವಿಜ್ಞಾನ ಕೇಂದ್ರದ ತೋಟಗಾರಿಕಾ ತಜ್ಞ ಡಾ.ಎಂ.ಜಿ. ಬಸವನಗೌಡ, ಹಿರಿಯ ಸಹಾಯಕ ತೋಟಗಾರಿಕೆ ನಿರ್ದೇಶಕ ಪ್ರಭುಶಂಕರ್, ವಿಜ್ಞಾನಿ ಬಿ.ಓ.ಮಲ್ಲಿಕಾರ್ಜುನ ಉದ್ಘಾಟಿಸಿದರು. ರೈತರು, ಸಿಬ್ಬಂದಿ ಭಾಗವಹಿಸಿದ್ದರು. — [548, 301, 975, 358]
dot-icon — [142, 2091, 154, 2103]
section-divider-3 — [282, 1068, 1298, 1069]
bottomright-photo-label — [894, 1918, 1084, 1952]
photo-person — [718, 201, 744, 297]
photo-student — [472, 1444, 512, 1566]
photo-student — [1244, 620, 1270, 684]
left-headline-1: ಶಾಂತಿಯುತ ಬಂದ್‌ಗೆ ಜಿಲ್ಲಾ ಪೊಲೀಸ್ ಸೂಚನೆ — [50, 208, 259, 252]
midright-headline: ವಿನೋದ್‌ಗೆ ಕ್ಲೇ ಮಾಡಲಿಂಗ್‌ನಲ್ಲಿ ತೃತೀಯ ಸ್ಥಾನ — [866, 1076, 1173, 1100]
photo-person — [1034, 1848, 1078, 1915]
kirusuddi-badge — [42, 143, 262, 193]
photo-person — [755, 607, 787, 658]
sun-cloud-icon — [612, 48, 674, 98]
left-divider-2 — [42, 1068, 267, 1069]
brand-logo-icon — [996, 50, 1024, 78]
label-marker-icon: ■ — [900, 1921, 913, 1932]
photo-person — [340, 1848, 372, 1915]
photo-banner — [615, 1122, 717, 1164]
photo-person — [480, 1848, 512, 1915]
min-temp-label: ಕನಿಷ್ಠ — [722, 50, 739, 61]
exam-students-photo — [282, 1356, 587, 1566]
photo-person — [658, 221, 690, 297]
photo-person — [934, 1831, 974, 1915]
photo-person — [838, 201, 864, 297]
samaja-meeting-photo — [250, 1770, 670, 1915]
print-color-dots — [820, 2088, 876, 2107]
dot-icon — [1194, 2091, 1206, 2103]
region-label: ಶಿವಮೊಗ್ಗ — [65, 96, 100, 109]
max-temp: 36° — [674, 64, 724, 94]
left-headline-4: ಮಾ.24ಕ್ಕೆ ವಾರ್ಷಿಕೋತ್ಸವ — [79, 1324, 230, 1344]
story1-body: ನ್ಯಾಮತಿ: 2024-25ನೇ ಸಾಲಿನ ಎಸ್‌ಎಸ್‌ಎಲ್‌ಸಿ ವಾರ್ಷಿಕ ಪರೀಕ್ಷೆ ಮೊದಲ ದಿನವಾದ ಶುಕ್ರವಾರ ಕನ್ನಡ ವಿಷಯ ಪರೀಕ್ಷೆಗೆ ತಾಲೂಕಿನ 1005 ವಿದ್ಯಾರ್ಥಿಗಳಲ್ಲಿ 994 ವಿದ್ಯಾರ್ಥಿಗಳು ಹಾಜರಾಗಿದ್ದು 11 ವಿದ್ಯಾರ್ಥಿಗಳು ಗೈರಾಗಿದ್ದರು. ತಾಲೂಕಿನ 4 ಪರೀಕ್ಷಾ ಕೇಂದ್ರಗಳಲ್ಲಿ 464 ಜನ ಬಾಲಕರು ಮತ್ತು 530 ಜನ ಬಾಲಕಿಯರು ಪರೀಕ್ಷೆ ಬರೆದರು. ಪರೀಕ್ಷೆಗಳು ಸುಸೂತ್ರವಾಗಿ ನಡೆದವು ಎಂದು ಕ್ಷೇತ್ರ ಶಿಕ್ಷಣಾಧಿಕಾರಿ ತಿಳಿಸಿದ್ದಾರೆ. — [282, 194, 537, 280]
photo-person — [1244, 1169, 1276, 1220]
dot-icon — [128, 2091, 140, 2103]
award-photo — [1024, 1110, 1298, 1220]
top-color-strip — [0, 0, 1339, 3]
